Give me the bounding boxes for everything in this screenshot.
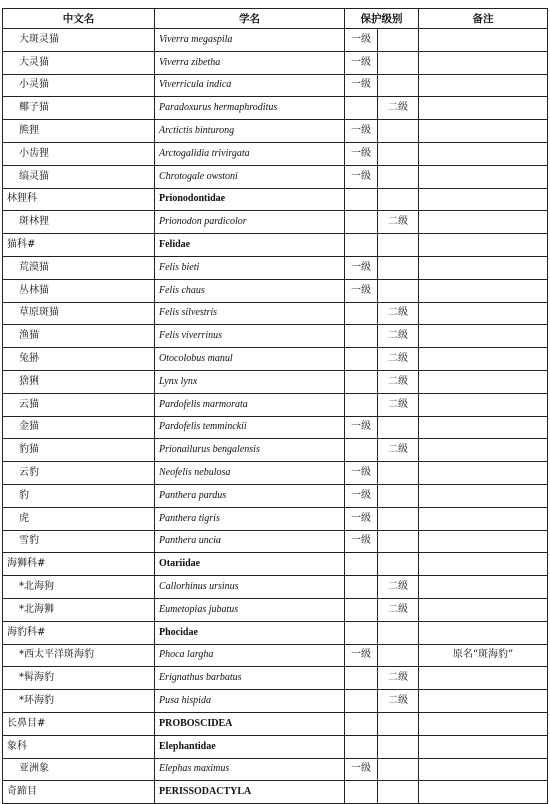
note-cell: [419, 234, 548, 257]
scientific-name-cell: Viverricula indica: [155, 74, 345, 97]
scientific-name-cell: Pardofelis marmorata: [155, 393, 345, 416]
scientific-name-cell: Arctictis binturong: [155, 120, 345, 143]
note-cell: [419, 97, 548, 120]
note-cell: [419, 211, 548, 234]
scientific-name-cell: PROBOSCIDEA: [155, 712, 345, 735]
level-two-cell: [378, 530, 419, 553]
level-one-cell: [345, 781, 378, 804]
level-two-cell: [378, 29, 419, 52]
species-row: [3, 507, 548, 530]
taxon-row: [3, 781, 548, 804]
scientific-name-cell: Viverra zibetha: [155, 51, 345, 74]
note-cell: [419, 29, 548, 52]
species-row: [3, 530, 548, 553]
note-cell: [419, 165, 548, 188]
note-cell: [419, 576, 548, 599]
protected-species-table: [2, 8, 548, 804]
level-one-cell: [345, 211, 378, 234]
species-row: [3, 142, 548, 165]
scientific-name-cell: Panthera uncia: [155, 530, 345, 553]
level-one-cell: 一级: [345, 644, 378, 667]
level-two-cell: [378, 621, 419, 644]
level-two-cell: [378, 735, 419, 758]
species-row: [3, 576, 548, 599]
level-one-cell: 一级: [345, 507, 378, 530]
species-row: [3, 325, 548, 348]
level-one-cell: [345, 393, 378, 416]
level-one-cell: 一级: [345, 142, 378, 165]
header-scientific-name: 学名: [155, 9, 345, 29]
taxon-row: [3, 621, 548, 644]
level-one-cell: 一级: [345, 462, 378, 485]
chinese-name-cell: *西太平洋斑海豹: [3, 644, 155, 667]
note-cell: [419, 302, 548, 325]
note-cell: [419, 51, 548, 74]
species-row: [3, 279, 548, 302]
chinese-name-cell: 大灵猫: [3, 51, 155, 74]
level-one-cell: [345, 302, 378, 325]
note-cell: [419, 530, 548, 553]
chinese-name-cell: 小灵猫: [3, 74, 155, 97]
note-cell: [419, 120, 548, 143]
note-cell: [419, 712, 548, 735]
level-one-cell: [345, 690, 378, 713]
scientific-name-cell: Lynx lynx: [155, 370, 345, 393]
note-cell: 原名“斑海豹”: [419, 644, 548, 667]
level-one-cell: [345, 97, 378, 120]
species-row: [3, 393, 548, 416]
scientific-name-cell: Elephas maximus: [155, 758, 345, 781]
table-body: [3, 29, 548, 804]
level-two-cell: [378, 644, 419, 667]
level-one-cell: [345, 712, 378, 735]
chinese-name-cell: 虎: [3, 507, 155, 530]
taxon-row: [3, 712, 548, 735]
note-cell: [419, 279, 548, 302]
level-two-cell: 二级: [378, 393, 419, 416]
level-one-cell: 一级: [345, 279, 378, 302]
level-one-cell: [345, 439, 378, 462]
level-one-cell: 一级: [345, 165, 378, 188]
species-row: [3, 256, 548, 279]
species-row: [3, 690, 548, 713]
level-two-cell: [378, 553, 419, 576]
scientific-name-cell: Panthera tigris: [155, 507, 345, 530]
chinese-name-cell: 丛林猫: [3, 279, 155, 302]
chinese-name-cell: 长鼻目#: [3, 712, 155, 735]
level-one-cell: [345, 621, 378, 644]
scientific-name-cell: Chrotogale owstoni: [155, 165, 345, 188]
level-two-cell: [378, 188, 419, 211]
level-one-cell: [345, 370, 378, 393]
scientific-name-cell: Pusa hispida: [155, 690, 345, 713]
scientific-name-cell: Erignathus barbatus: [155, 667, 345, 690]
level-two-cell: [378, 74, 419, 97]
species-row: [3, 165, 548, 188]
level-two-cell: [378, 120, 419, 143]
chinese-name-cell: 海豹科#: [3, 621, 155, 644]
level-one-cell: [345, 188, 378, 211]
note-cell: [419, 142, 548, 165]
note-cell: [419, 188, 548, 211]
species-row: [3, 462, 548, 485]
species-row: [3, 370, 548, 393]
note-cell: [419, 758, 548, 781]
note-cell: [419, 598, 548, 621]
scientific-name-cell: PERISSODACTYLA: [155, 781, 345, 804]
species-row: [3, 416, 548, 439]
level-one-cell: 一级: [345, 29, 378, 52]
chinese-name-cell: 椰子猫: [3, 97, 155, 120]
level-two-cell: 二级: [378, 667, 419, 690]
note-cell: [419, 667, 548, 690]
scientific-name-cell: Panthera pardus: [155, 484, 345, 507]
chinese-name-cell: *北海狗: [3, 576, 155, 599]
level-two-cell: 二级: [378, 690, 419, 713]
level-two-cell: [378, 165, 419, 188]
chinese-name-cell: 亚洲象: [3, 758, 155, 781]
scientific-name-cell: Felis viverrinus: [155, 325, 345, 348]
scientific-name-cell: Pardofelis temminckii: [155, 416, 345, 439]
species-row: [3, 74, 548, 97]
level-two-cell: 二级: [378, 97, 419, 120]
note-cell: [419, 553, 548, 576]
header-chinese-name: 中文名: [3, 9, 155, 29]
note-cell: [419, 370, 548, 393]
note-cell: [419, 393, 548, 416]
level-two-cell: [378, 484, 419, 507]
level-two-cell: 二级: [378, 348, 419, 371]
species-row: [3, 667, 548, 690]
species-row: [3, 29, 548, 52]
level-two-cell: [378, 416, 419, 439]
level-two-cell: [378, 712, 419, 735]
table-header-row: [3, 9, 548, 29]
note-cell: [419, 325, 548, 348]
level-one-cell: [345, 735, 378, 758]
scientific-name-cell: Paradoxurus hermaphroditus: [155, 97, 345, 120]
scientific-name-cell: Prionailurus bengalensis: [155, 439, 345, 462]
note-cell: [419, 690, 548, 713]
chinese-name-cell: 草原斑猫: [3, 302, 155, 325]
level-one-cell: 一级: [345, 51, 378, 74]
header-note: 备注: [419, 9, 548, 29]
note-cell: [419, 781, 548, 804]
scientific-name-cell: Felis bieti: [155, 256, 345, 279]
chinese-name-cell: 渔猫: [3, 325, 155, 348]
scientific-name-cell: Eumetopias jubatus: [155, 598, 345, 621]
species-row: [3, 644, 548, 667]
species-row: [3, 120, 548, 143]
note-cell: [419, 462, 548, 485]
scientific-name-cell: Elephantidae: [155, 735, 345, 758]
chinese-name-cell: 猫科#: [3, 234, 155, 257]
level-two-cell: [378, 256, 419, 279]
level-two-cell: 二级: [378, 302, 419, 325]
chinese-name-cell: 豹猫: [3, 439, 155, 462]
level-one-cell: [345, 234, 378, 257]
level-two-cell: [378, 507, 419, 530]
level-two-cell: [378, 781, 419, 804]
chinese-name-cell: 大斑灵猫: [3, 29, 155, 52]
level-one-cell: 一级: [345, 74, 378, 97]
level-one-cell: 一级: [345, 120, 378, 143]
level-one-cell: [345, 667, 378, 690]
level-two-cell: 二级: [378, 325, 419, 348]
level-two-cell: 二级: [378, 598, 419, 621]
level-one-cell: 一级: [345, 416, 378, 439]
level-two-cell: [378, 279, 419, 302]
scientific-name-cell: Prionodontidae: [155, 188, 345, 211]
level-two-cell: [378, 758, 419, 781]
level-one-cell: [345, 325, 378, 348]
level-one-cell: 一级: [345, 484, 378, 507]
note-cell: [419, 484, 548, 507]
note-cell: [419, 439, 548, 462]
chinese-name-cell: 兔狲: [3, 348, 155, 371]
scientific-name-cell: Otariidae: [155, 553, 345, 576]
level-two-cell: [378, 462, 419, 485]
chinese-name-cell: 金猫: [3, 416, 155, 439]
level-one-cell: 一级: [345, 530, 378, 553]
note-cell: [419, 621, 548, 644]
scientific-name-cell: Callorhinus ursinus: [155, 576, 345, 599]
scientific-name-cell: Neofelis nebulosa: [155, 462, 345, 485]
chinese-name-cell: 缟灵猫: [3, 165, 155, 188]
scientific-name-cell: Felis chaus: [155, 279, 345, 302]
scientific-name-cell: Prionodon pardicolor: [155, 211, 345, 234]
level-two-cell: 二级: [378, 576, 419, 599]
chinese-name-cell: 林狸科: [3, 188, 155, 211]
level-two-cell: 二级: [378, 370, 419, 393]
level-one-cell: 一级: [345, 256, 378, 279]
note-cell: [419, 74, 548, 97]
chinese-name-cell: 熊狸: [3, 120, 155, 143]
level-two-cell: [378, 142, 419, 165]
level-two-cell: [378, 51, 419, 74]
taxon-row: [3, 234, 548, 257]
level-two-cell: 二级: [378, 439, 419, 462]
species-row: [3, 51, 548, 74]
chinese-name-cell: 象科: [3, 735, 155, 758]
chinese-name-cell: 猞猁: [3, 370, 155, 393]
chinese-name-cell: 斑林狸: [3, 211, 155, 234]
level-two-cell: 二级: [378, 211, 419, 234]
chinese-name-cell: 云猫: [3, 393, 155, 416]
level-one-cell: [345, 598, 378, 621]
header-protection-level: 保护级别: [345, 9, 419, 29]
level-one-cell: 一级: [345, 758, 378, 781]
scientific-name-cell: Otocolobus manul: [155, 348, 345, 371]
taxon-row: [3, 553, 548, 576]
species-row: [3, 302, 548, 325]
chinese-name-cell: *髯海豹: [3, 667, 155, 690]
chinese-name-cell: 雪豹: [3, 530, 155, 553]
chinese-name-cell: 云豹: [3, 462, 155, 485]
chinese-name-cell: 荒漠猫: [3, 256, 155, 279]
level-one-cell: [345, 576, 378, 599]
chinese-name-cell: *北海狮: [3, 598, 155, 621]
note-cell: [419, 507, 548, 530]
species-row: [3, 97, 548, 120]
scientific-name-cell: Viverra megaspila: [155, 29, 345, 52]
species-row: [3, 439, 548, 462]
species-row: [3, 758, 548, 781]
scientific-name-cell: Arctogalidia trivirgata: [155, 142, 345, 165]
note-cell: [419, 256, 548, 279]
species-row: [3, 211, 548, 234]
scientific-name-cell: Felidae: [155, 234, 345, 257]
chinese-name-cell: 小齿狸: [3, 142, 155, 165]
species-row: [3, 598, 548, 621]
scientific-name-cell: Phoca largha: [155, 644, 345, 667]
chinese-name-cell: *环海豹: [3, 690, 155, 713]
level-two-cell: [378, 234, 419, 257]
note-cell: [419, 735, 548, 758]
level-one-cell: [345, 348, 378, 371]
chinese-name-cell: 豹: [3, 484, 155, 507]
chinese-name-cell: 奇蹄目: [3, 781, 155, 804]
note-cell: [419, 348, 548, 371]
taxon-row: [3, 735, 548, 758]
species-row: [3, 348, 548, 371]
chinese-name-cell: 海狮科#: [3, 553, 155, 576]
note-cell: [419, 416, 548, 439]
species-row: [3, 484, 548, 507]
scientific-name-cell: Felis silvestris: [155, 302, 345, 325]
taxon-row: [3, 188, 548, 211]
scientific-name-cell: Phocidae: [155, 621, 345, 644]
level-one-cell: [345, 553, 378, 576]
